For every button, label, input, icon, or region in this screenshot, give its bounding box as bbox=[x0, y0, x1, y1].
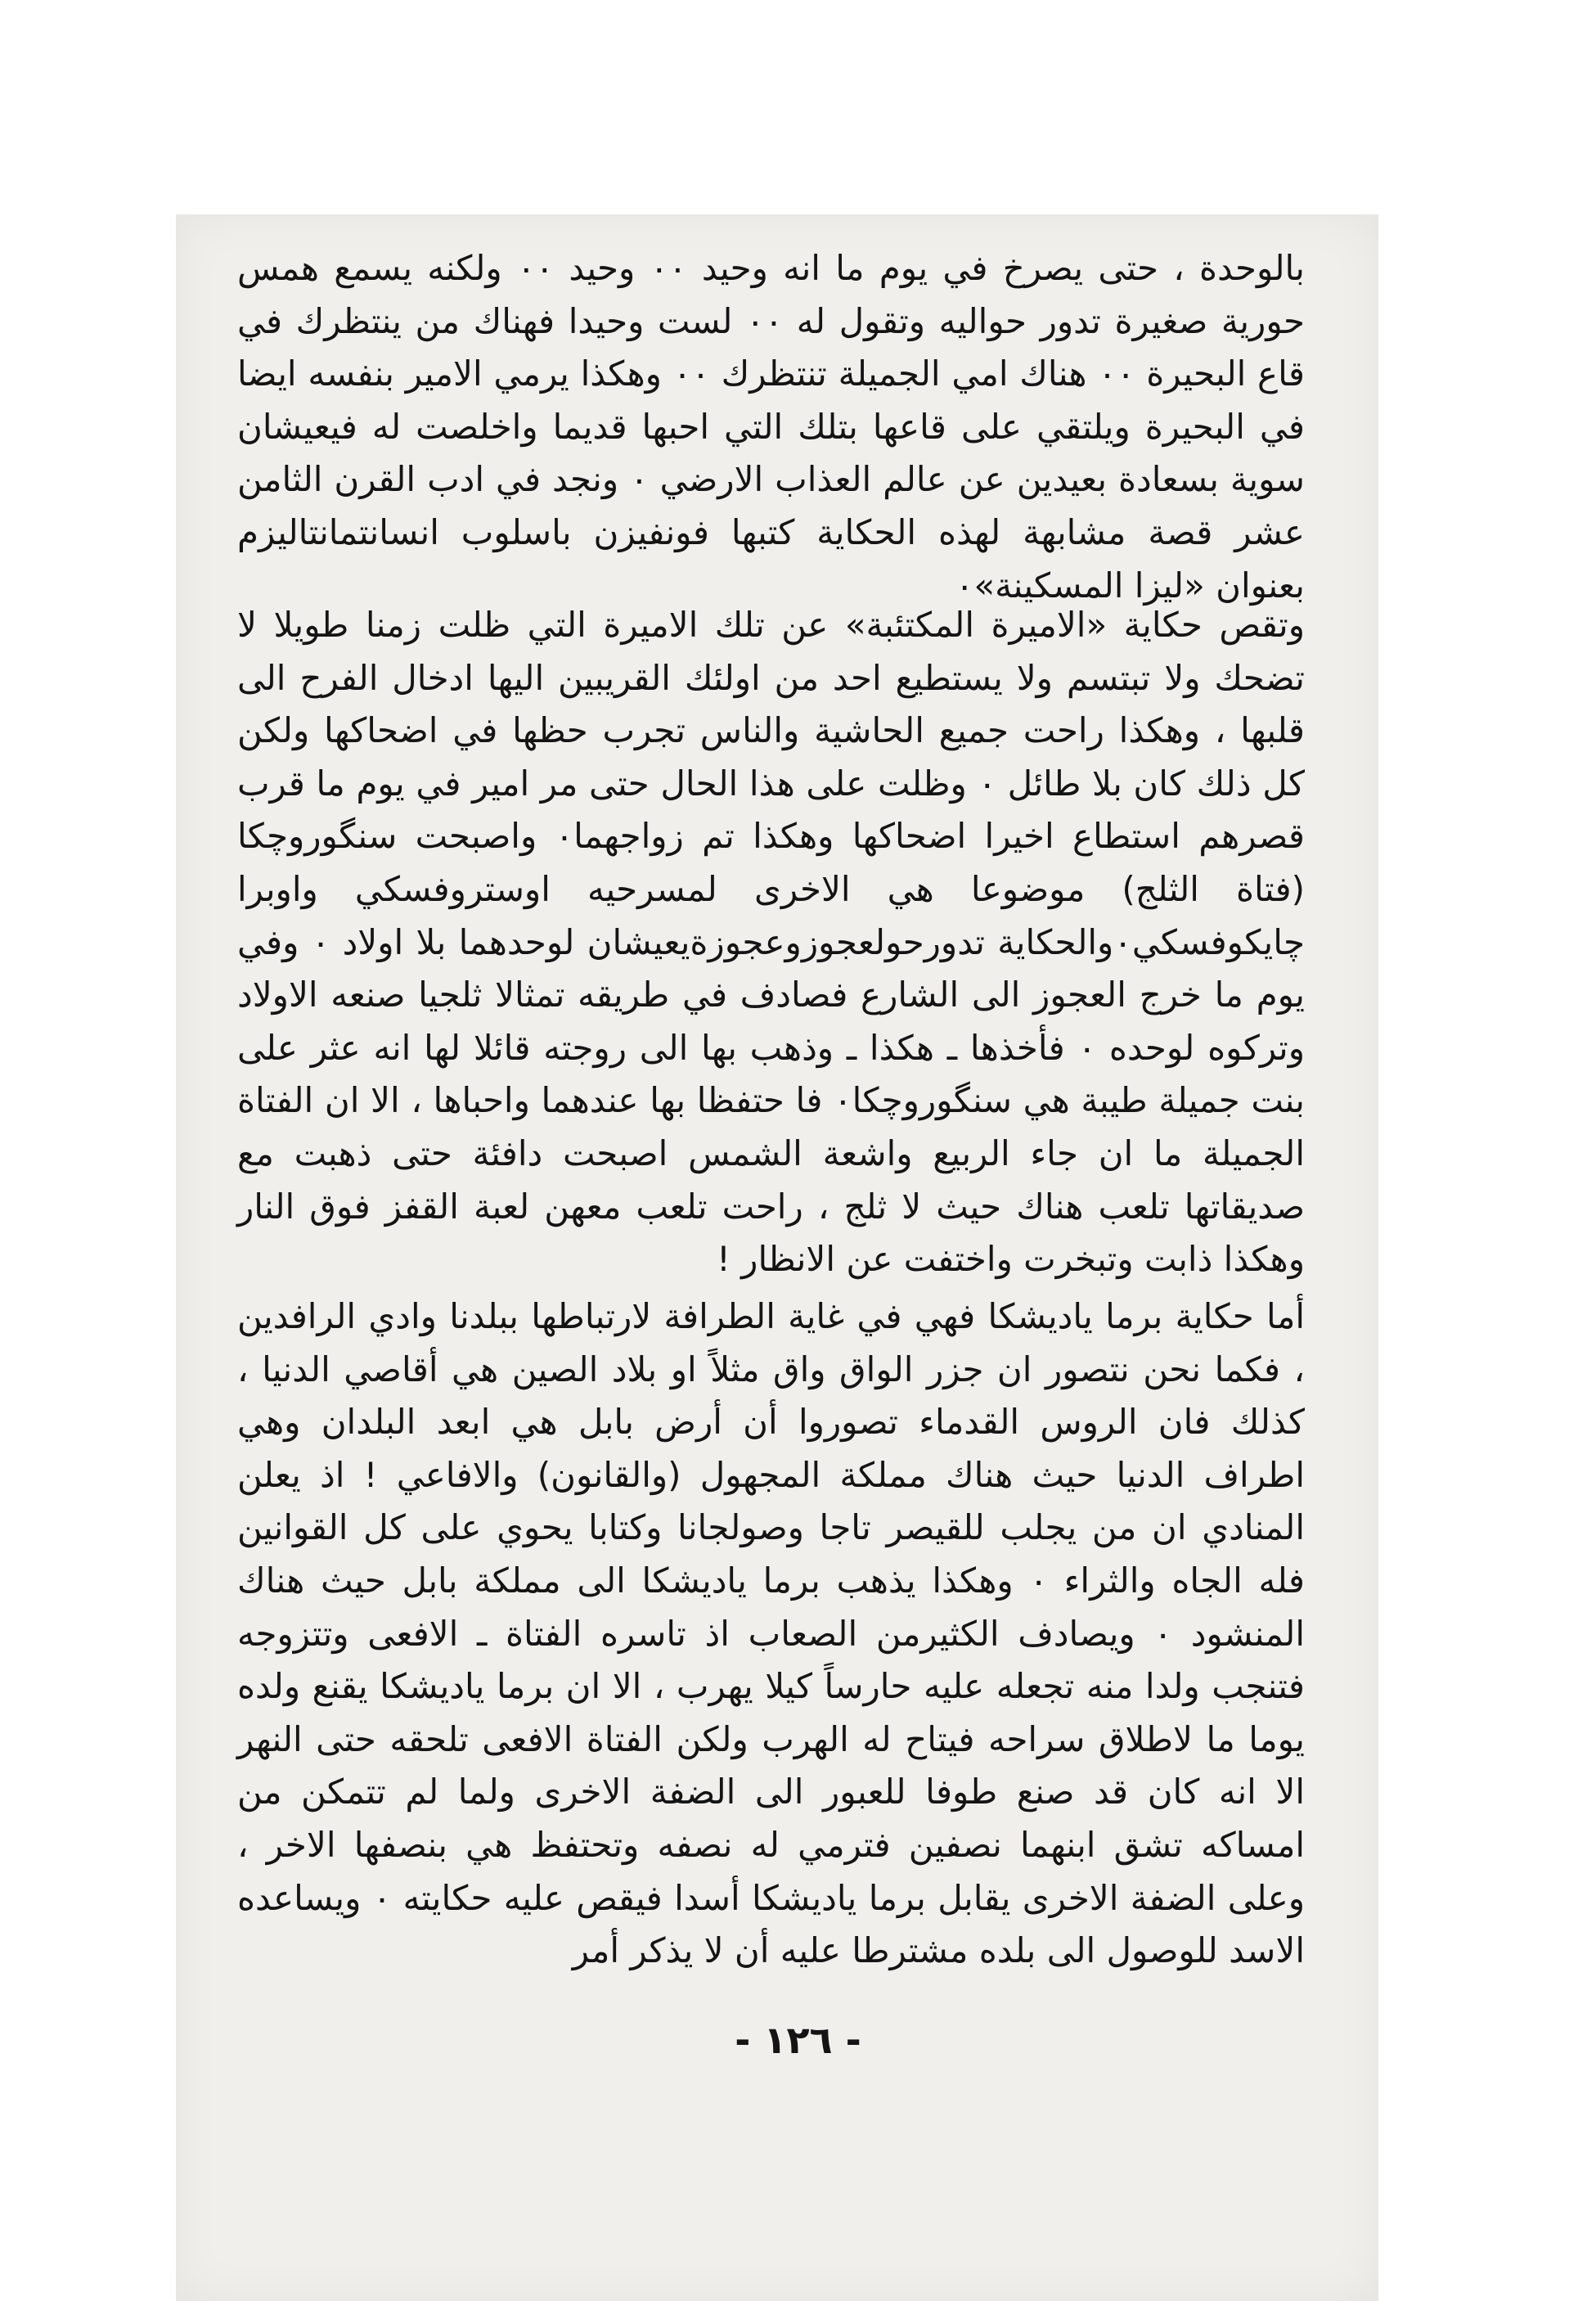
paragraph-1 bbox=[237, 242, 1305, 612]
paragraph-text: وتقص حكاية «الاميرة المكتئبة» عن تلك الاميرة التي ظلت زمنا طويلا لا تضحك ولا تبتسم ولا يستطيع احد من اولئك القريبين اليها ادخال الفرح الى قلبها ، وهكذا راحت جميع الحاشية والناس تجرب حظها في اضحاكها ولكن كل ذلك كان بلا طائل ٠ وظلت على هذا الحال حتى مر امير في يوم ما قرب قصرهم استطاع اخيرا اضحاكها وهكذا تم زواجهما٠ واصبحت سنگوروچكا (فتاة الثلج) موضوعا هي الاخرى لمسرحيه اوستروفسكي واوبرا چايكوفسكي٠والحكاية تدورحولعجوزوعجوزةيعيشان لوحدهما بلا اولاد ٠ وفي يوم ما خرج العجوز الى الشارع فصادف في طريقه تمثالا ثلجيا صنعه الاولاد وتركوه لوحده ٠ فأخذها ـ هكذا ـ وذهب بها الى روجته قائلا لها انه عثر على بنت جميلة طيبة هي سنگوروچكا٠ فا حتفظا بها عندهما واحباها ، الا ان الفتاة الجميلة ما ان جاء الربيع واشعة الشمس اصبحت دافئة حتى ذهبت مع صديقاتها تلعب هناك حيث لا ثلج ، راحت تلعب معهن لعبة القفز فوق النار وهكذا ذابت وتبخرت واختفت عن الانظار ! bbox=[237, 605, 1305, 1280]
paragraph-text: أما حكاية برما يادیشكا فهي في غاية الطرافة لارتباطها ببلدنا وادي الرافدين ، فكما نحن نتصور ان جزر الواق واق مثلاً او بلاد الصين هي أقاصي الدنيا ، كذلك فان الروس القدماء تصوروا أن أرض بابل هي ابعد البلدان وهي اطراف الدنيا حيث هناك مملكة المجهول (والقانون) والافاعي ! اذ يعلن المنادي ان من يجلب للقيصر تاجا وصولجانا وكتابا يحوي على كل القوانين فله الجاه والثراء ٠ وهكذا يذهب برما يادیشكا الى مملكة بابل حيث هناك المنشود ٠ ويصادف الكثيرمن الصعاب اذ تاسره الفتاة ـ الافعى وتتزوجه فتنجب ولدا منه تجعله عليه حارساً كيلا يهرب ، الا ان برما يادیشكا يقنع ولده يوما ما لاطلاق سراحه فيتاح له الهرب ولكن الفتاة الافعى تلحقه حتى النهر الا انه كان قد صنع طوفا للعبور الى الضفة الاخرى ولما لم تتمكن من امساكه تشق ابنهما نصفين فترمي له نصفه وتحتفظ هي بنصفها الاخر ، وعلى الضفة الاخرى يقابل برما یادیشكا أسدا فيقص عليه حكايته ٠ ويساعده الاسد للوصول الى بلده مشترطا عليه أن لا يذكر أمر bbox=[237, 1296, 1306, 1971]
page-number: - ١٢٦ - bbox=[735, 2018, 861, 2062]
paragraph-text: بالوحدة ، حتى يصرخ في يوم ما انه وحيد ٠٠ وحيد ٠٠ ولكنه يسمع همس حورية صغيرة تدور حواليه وتقول له ٠٠ لست وحيدا فهناك من ينتظرك في قاع البحيرة ٠٠ هناك امي الجميلة تنتظرك ٠٠ وهكذا يرمي الامير بنفسه ايضا في البحيرة ويلتقي على قاعها بتلك التي احبها قديما واخلصت له فيعيشان سوية بسعادة بعيدين عن عالم العذاب الارضي ٠ ونجد في ادب القرن الثامن عشر قصة مشابهة لهذه الحكاية كتبها فونفيزن باسلوب انسانتمانتاليزم بعنوان «ليزا المسكينة»٠ bbox=[237, 248, 1306, 606]
paragraph-2 bbox=[237, 599, 1305, 1286]
paragraph-3 bbox=[237, 1290, 1305, 1978]
